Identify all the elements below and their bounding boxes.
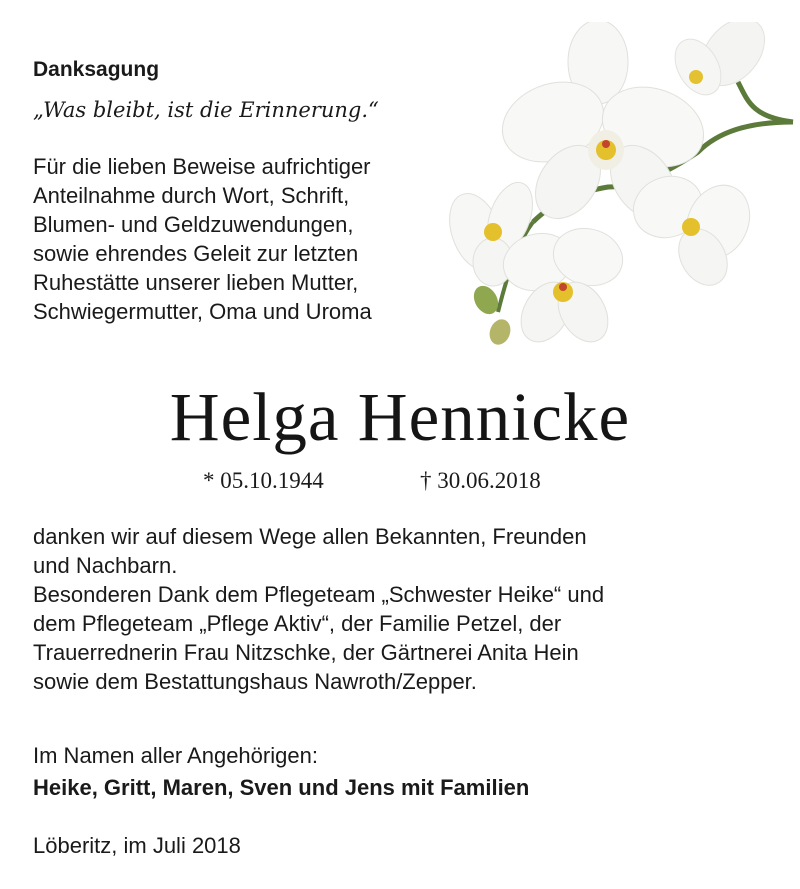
orchid-icon: [448, 22, 798, 352]
death-date: † 30.06.2018: [420, 468, 541, 493]
intro-line: Schwiegermutter, Oma und Uroma: [33, 299, 372, 324]
signers: Heike, Gritt, Maren, Sven und Jens mit Familien: [33, 775, 530, 800]
body-line: danken wir auf diesem Wege allen Bekannten, Freunden: [33, 524, 587, 549]
orchid-flower: [666, 22, 778, 103]
closing-line: Im Namen aller Angehörigen:: [33, 743, 318, 768]
deceased-name: Helga Hennicke: [169, 379, 631, 455]
intro-line: Anteilnahme durch Wort, Schrift,: [33, 183, 350, 208]
birth-date: * 05.10.1944: [203, 468, 324, 493]
body-line: Trauerrednerin Frau Nitzschke, der Gärtnerei Anita Hein: [33, 640, 579, 665]
intro-line: Blumen- und Geldzuwendungen,: [33, 212, 354, 237]
orchid-flower: [625, 167, 761, 294]
intro-paragraph: [33, 152, 473, 326]
orchid-stem: [738, 82, 793, 122]
closing-block: [33, 740, 529, 804]
intro-line: sowie ehrendes Geleit zur letzten: [33, 241, 359, 266]
intro-line: Für die lieben Beweise aufrichtiger: [33, 154, 371, 179]
orchid-bud: [469, 282, 503, 319]
place-date: Löberitz, im Juli 2018: [33, 833, 241, 858]
body-line: und Nachbarn.: [33, 553, 178, 578]
body-line: Besonderen Dank dem Pflegeteam „Schwester Heike“ und: [33, 582, 605, 607]
orchid-bud: [486, 316, 514, 347]
intro-line: Ruhestätte unserer lieben Mutter,: [33, 270, 359, 295]
thanks-paragraph: [33, 522, 773, 696]
notice-motto: „Was bleibt, ist die Erinnerung.“: [33, 98, 379, 122]
body-line: dem Pflegeteam „Pflege Aktiv“, der Familie Petzel, der: [33, 611, 562, 636]
body-line: sowie dem Bestattungshaus Nawroth/Zepper.: [33, 669, 477, 694]
notice-heading: Danksagung: [33, 58, 160, 81]
